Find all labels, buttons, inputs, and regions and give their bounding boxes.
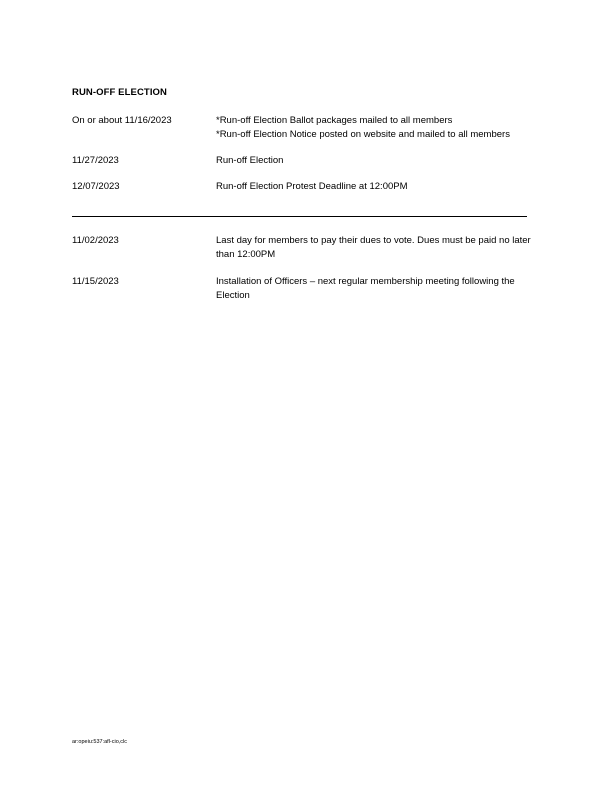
- schedule-description: Last day for members to pay their dues to vote. Dues must be paid no later than 12:00PM: [216, 235, 531, 260]
- schedule-date: 11/02/2023: [72, 235, 119, 246]
- schedule-date: 11/15/2023: [72, 276, 119, 287]
- schedule-description-line: *Run-off Election Ballot packages mailed to all members: [216, 115, 453, 126]
- schedule-date: 11/27/2023: [72, 155, 119, 166]
- section-divider: [72, 216, 527, 217]
- section-heading: RUN-OFF ELECTION: [72, 87, 168, 98]
- schedule-description: [216, 154, 550, 168]
- schedule-description: [216, 114, 550, 141]
- union-label-footer: ar:opeiu:537:afl-cio,clc: [72, 739, 128, 745]
- schedule-description: Installation of Officers – next regular membership meeting following the Election: [216, 276, 515, 301]
- schedule-date: On or about 11/16/2023: [72, 115, 172, 126]
- schedule-date: 12/07/2023: [72, 181, 120, 192]
- schedule-description-line: Run-off Election Protest Deadline at 12:00PM: [216, 181, 408, 192]
- schedule-description: [216, 180, 550, 194]
- schedule-description-line: Run-off Election: [216, 155, 284, 166]
- schedule-description-line: *Run-off Election Notice posted on website and mailed to all members: [216, 128, 510, 140]
